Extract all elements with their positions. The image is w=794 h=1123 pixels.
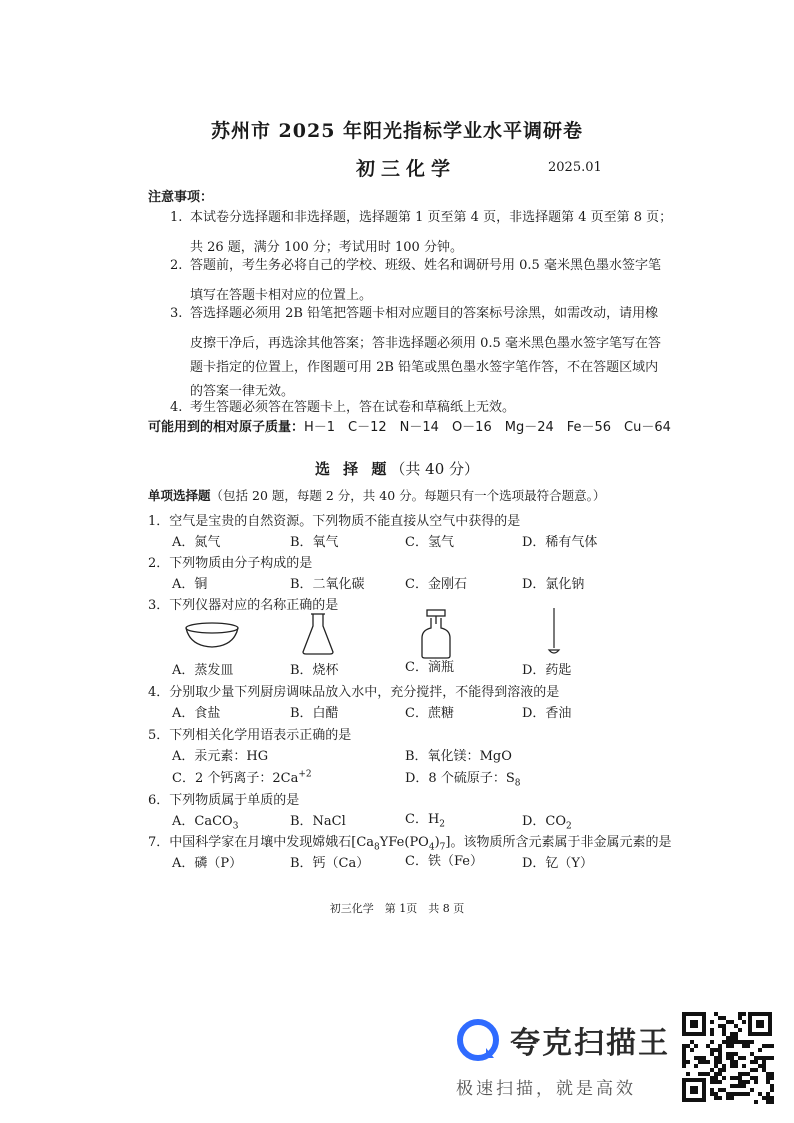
q6-option-a-label: A．CaCO <box>172 814 233 829</box>
q5-option-b-label: B．氧化镁： <box>405 749 480 764</box>
q1-option-d: D．稀有气体 <box>522 535 598 550</box>
notice-heading: 注意事项： <box>148 190 214 205</box>
q5-option-b-formula: MgO <box>479 749 512 764</box>
question-1-stem: 1．空气是宝贵的自然资源。下列物质不能直接从空气中获得的是 <box>148 514 521 529</box>
exam-date: 2025.01 <box>548 160 602 175</box>
q7-stem-part: ]。该物质所含元素属于非金属元素的是 <box>445 835 672 850</box>
atomic-masses <box>148 416 671 435</box>
conical-flask-icon <box>300 612 336 656</box>
q6-option-a-subscript: 3 <box>232 821 239 832</box>
notice-text: 的答案一律无效。 <box>190 384 295 399</box>
notice-text: 共 26 题，满分 100 分；考试用时 100 分钟。 <box>190 240 463 255</box>
section-title <box>0 458 794 479</box>
atomic-label: 可能用到的相对原子质量： <box>148 420 305 435</box>
q6-option-a <box>172 810 238 832</box>
section-name: 选 择 题 <box>314 460 391 478</box>
watermark-app-name: 夸克扫描王 <box>510 1026 670 1061</box>
section-desc-label: 单项选择题 <box>148 488 211 503</box>
notice-text: 考生答题必须答在答题卡上，答在试卷和草稿纸上无效。 <box>190 400 516 415</box>
q5-option-d <box>405 767 520 789</box>
notice-item-3 <box>170 302 658 326</box>
quark-logo-icon <box>456 1018 500 1062</box>
q5-option-c-charge: +2 <box>298 769 312 780</box>
q6-option-c-subscript: 2 <box>439 819 446 830</box>
question-6-stem: 6．下列物质属于单质的是 <box>148 793 300 808</box>
question-5-stem: 5．下列相关化学用语表示正确的是 <box>148 728 352 743</box>
q5-option-a: A．汞元素：HG <box>172 749 269 764</box>
q5-option-c-label: C．2 个钙离子：2Ca <box>172 771 299 786</box>
watermark-slogan: 极速扫描，就是高效 <box>456 1079 636 1099</box>
q4-option-b: B．白醋 <box>290 706 339 721</box>
q3-option-b: B．烧杯 <box>290 663 339 678</box>
q7-subscript: 4 <box>428 842 435 853</box>
q2-option-d: D．氯化钠 <box>522 577 585 592</box>
q1-option-a: A．氮气 <box>172 535 221 550</box>
q7-subscript: 7 <box>439 842 446 853</box>
q7-stem-part: ) <box>434 835 440 850</box>
q6-option-d-subscript: 2 <box>566 821 572 832</box>
exam-title: 苏州市 2025 年阳光指标学业水平调研卷 <box>210 120 584 142</box>
q2-option-c: C．金刚石 <box>405 577 467 592</box>
q7-stem-part: YFe(PO <box>379 835 429 850</box>
notice-text: 答选择题必须用 2B 铅笔把答题卡相对应题目的答案标号涂黑，如需改动，请用橡 <box>190 306 659 321</box>
question-2-stem: 2．下列物质由分子构成的是 <box>148 556 313 571</box>
q7-stem-part: 7．中国科学家在月壤中发现嫦娥石[Ca <box>148 835 375 850</box>
notice-text: 答题前，考生务必将自己的学校、班级、姓名和调研号用 0.5 毫米黑色墨水签字笔 <box>190 258 661 273</box>
notice-text: 本试卷分选择题和非选择题，选择题第 1 页至第 4 页，非选择题第 4 页至第 8 页； <box>190 210 673 225</box>
notice-num: 2. <box>170 258 183 273</box>
q6-option-d <box>522 810 572 832</box>
q6-option-d-label: D．CO <box>522 814 567 829</box>
q3-option-d: D．药匙 <box>522 663 572 678</box>
qr-code-icon[interactable] <box>680 1010 774 1104</box>
notice-item-2 <box>170 254 661 278</box>
q4-option-c: C．蔗糖 <box>405 706 454 721</box>
q4-option-d: D．香油 <box>522 706 572 721</box>
atomic-values: H－1 C－12 N－14 O－16 Mg－24 Fe－56 Cu－64 <box>304 420 671 435</box>
notice-num: 1. <box>170 210 183 225</box>
evaporating-dish-icon <box>184 620 240 650</box>
notice-text: 填写在答题卡相对应的位置上。 <box>190 288 373 303</box>
notice-item-1 <box>170 206 672 230</box>
reagent-bottle-icon <box>418 608 454 660</box>
q7-option-d: D．钇（Y） <box>522 856 594 871</box>
q5-option-c <box>172 767 312 786</box>
q1-option-c: C．氢气 <box>405 535 454 550</box>
q3-option-c: C．滴瓶 <box>405 660 454 675</box>
notice-num: 3. <box>170 306 183 321</box>
q1-option-b: B．氧气 <box>290 535 339 550</box>
page-footer: 初三化学 第 1页 共 8 页 <box>329 902 465 915</box>
notice-text: 皮擦干净后，再选涂其他答案；答非选择题必须用 0.5 毫米黑色墨水签字笔写在答 <box>190 336 661 351</box>
q6-option-c-label: C．H <box>405 812 440 827</box>
q2-option-b: B．二氧化碳 <box>290 577 365 592</box>
spoon-icon <box>546 606 562 658</box>
q2-option-a: A．铜 <box>172 577 208 592</box>
notice-text: 题卡指定的位置上，作图题可用 2B 铅笔或黑色墨水签字笔作答，不在答题区域内 <box>190 360 659 375</box>
notice-num: 4. <box>170 400 183 415</box>
q7-subscript: 8 <box>374 842 380 853</box>
q6-option-b: B．NaCl <box>290 814 346 829</box>
q7-option-b: B．钙（Ca） <box>290 856 370 871</box>
q7-option-a: A．磷（P） <box>172 856 243 871</box>
q5-option-d-label: D．8 个硫原子：S <box>405 771 515 786</box>
question-3-stem: 3．下列仪器对应的名称正确的是 <box>148 598 339 613</box>
section-score: （共 40 分） <box>390 460 480 478</box>
q6-option-c <box>405 808 445 830</box>
question-4-stem: 4．分别取少量下列厨房调味品放入水中，充分搅拌，不能得到溶液的是 <box>148 685 560 700</box>
exam-subject: 初三化学 <box>356 158 457 180</box>
section-description <box>148 486 605 504</box>
q5-option-d-subscript: 8 <box>514 778 521 789</box>
q4-option-a: A．食盐 <box>172 706 221 721</box>
q3-option-a: A．蒸发皿 <box>172 663 234 678</box>
q7-option-c: C．铁（Fe） <box>405 854 483 869</box>
q5-option-b <box>405 745 512 764</box>
section-desc-text: （包括 20 题，每题 2 分，共 40 分。每题只有一个选项最符合题意。） <box>210 488 606 503</box>
